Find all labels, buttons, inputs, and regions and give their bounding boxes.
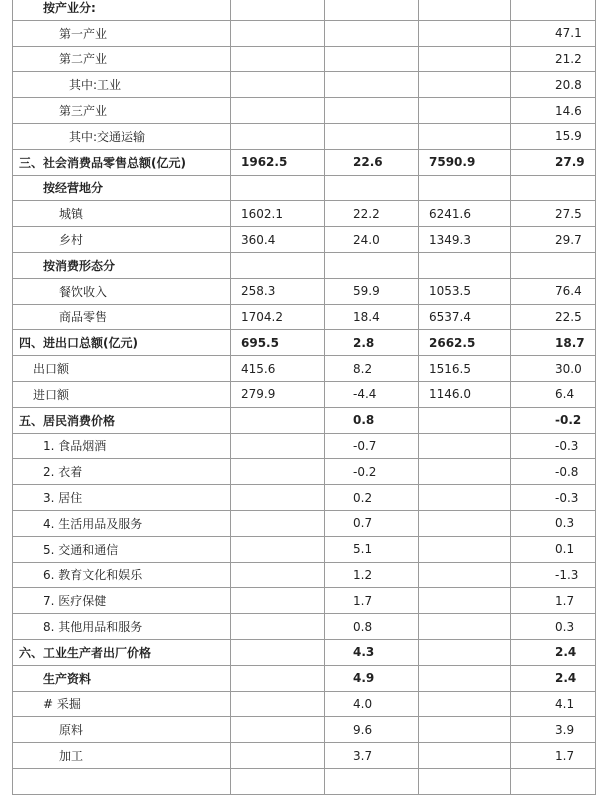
row-label: 按消费形态分 <box>13 252 231 278</box>
cell-month-value: 695.5 <box>231 330 325 356</box>
cell-month-growth: -0.7 <box>325 433 419 459</box>
cell-cumulative-value: 1146.0 <box>419 381 511 407</box>
cell-cumulative-value <box>419 614 511 640</box>
cell-cumulative-value: 2662.5 <box>419 330 511 356</box>
row-label: 进口额 <box>13 381 231 407</box>
table-row <box>13 20 596 46</box>
table-row <box>13 459 596 485</box>
cell-cumulative-value <box>419 536 511 562</box>
cell-month-growth: 4.0 <box>325 691 419 717</box>
table-row <box>13 330 596 356</box>
table-row <box>13 201 596 227</box>
table-row <box>13 252 596 278</box>
cell-cumulative-value: 1349.3 <box>419 227 511 253</box>
row-label: 3. 居住 <box>13 485 231 511</box>
cell-cumulative-growth: 6.4 <box>511 381 596 407</box>
cell-month-value <box>231 536 325 562</box>
cell-cumulative-value <box>419 717 511 743</box>
cell-cumulative-growth: 22.5 <box>511 304 596 330</box>
table-row <box>13 485 596 511</box>
cell-cumulative-growth: -1.3 <box>511 562 596 588</box>
cell-cumulative-value <box>419 485 511 511</box>
table-row <box>13 717 596 743</box>
cell-cumulative-value <box>419 252 511 278</box>
row-label: 出口额 <box>13 356 231 382</box>
cell-month-value <box>231 433 325 459</box>
table-row <box>13 0 596 20</box>
row-label: 第三产业 <box>13 98 231 124</box>
cell-cumulative-value <box>419 639 511 665</box>
cell-month-value <box>231 72 325 98</box>
cell-cumulative-growth: 20.8 <box>511 72 596 98</box>
cell-month-value <box>231 717 325 743</box>
cell-month-value <box>231 588 325 614</box>
table-row <box>13 175 596 201</box>
cell-cumulative-growth: 27.5 <box>511 201 596 227</box>
cell-month-value <box>231 614 325 640</box>
cell-cumulative-value: 1516.5 <box>419 356 511 382</box>
row-label: # 采掘 <box>13 691 231 717</box>
cell-month-value <box>231 510 325 536</box>
cell-cumulative-growth: 2.4 <box>511 665 596 691</box>
cell-month-value <box>231 743 325 769</box>
table-row <box>13 743 596 769</box>
cell-month-growth: 4.9 <box>325 665 419 691</box>
cell-month-growth: 0.8 <box>325 407 419 433</box>
cell-cumulative-value: 6241.6 <box>419 201 511 227</box>
table-row <box>13 510 596 536</box>
cell-cumulative-value <box>419 510 511 536</box>
row-label: 餐饮收入 <box>13 278 231 304</box>
statistics-table <box>12 0 596 795</box>
table-row <box>13 407 596 433</box>
cell-month-growth: -0.2 <box>325 459 419 485</box>
cell-cumulative-growth <box>511 0 596 20</box>
cell-month-growth: 0.2 <box>325 485 419 511</box>
row-label: 其中:交通运输 <box>13 123 231 149</box>
row-label: 6. 教育文化和娱乐 <box>13 562 231 588</box>
cell-month-value <box>231 665 325 691</box>
cell-cumulative-value: 7590.9 <box>419 149 511 175</box>
cell-cumulative-value: 6537.4 <box>419 304 511 330</box>
row-label: 第二产业 <box>13 46 231 72</box>
table-row <box>13 588 596 614</box>
cell-month-growth: 22.2 <box>325 201 419 227</box>
table-row <box>13 72 596 98</box>
cell-cumulative-growth: 0.1 <box>511 536 596 562</box>
cell-cumulative-growth: -0.8 <box>511 459 596 485</box>
cell-month-value <box>231 0 325 20</box>
cell-cumulative-value <box>419 123 511 149</box>
cell-month-growth <box>325 20 419 46</box>
cell-cumulative-growth: 14.6 <box>511 98 596 124</box>
cell-month-growth: 8.2 <box>325 356 419 382</box>
row-label: 三、社会消费品零售总额(亿元) <box>13 149 231 175</box>
cell-cumulative-growth: 15.9 <box>511 123 596 149</box>
cell-month-value: 279.9 <box>231 381 325 407</box>
cell-cumulative-growth <box>511 768 596 794</box>
cell-month-value <box>231 562 325 588</box>
cell-cumulative-growth: 2.4 <box>511 639 596 665</box>
table-row <box>13 433 596 459</box>
row-label: 四、进出口总额(亿元) <box>13 330 231 356</box>
row-label: 乡村 <box>13 227 231 253</box>
cell-cumulative-value <box>419 588 511 614</box>
cell-month-value <box>231 123 325 149</box>
cell-cumulative-value <box>419 98 511 124</box>
cell-cumulative-growth: 0.3 <box>511 614 596 640</box>
table-row <box>13 381 596 407</box>
cell-month-value: 415.6 <box>231 356 325 382</box>
cell-month-growth: 1.7 <box>325 588 419 614</box>
cell-month-growth: 0.7 <box>325 510 419 536</box>
table-row <box>13 227 596 253</box>
cell-cumulative-value <box>419 0 511 20</box>
table-row <box>13 98 596 124</box>
row-label: 城镇 <box>13 201 231 227</box>
table-row <box>13 536 596 562</box>
cell-cumulative-growth: 1.7 <box>511 588 596 614</box>
cell-month-value <box>231 691 325 717</box>
cell-month-growth <box>325 252 419 278</box>
cell-cumulative-growth: 1.7 <box>511 743 596 769</box>
cell-month-value <box>231 768 325 794</box>
cell-month-value <box>231 407 325 433</box>
cell-cumulative-growth: 18.7 <box>511 330 596 356</box>
cell-cumulative-growth: 21.2 <box>511 46 596 72</box>
cell-cumulative-growth: 47.1 <box>511 20 596 46</box>
cell-cumulative-value <box>419 459 511 485</box>
cell-cumulative-value: 1053.5 <box>419 278 511 304</box>
cell-month-growth: 1.2 <box>325 562 419 588</box>
cell-cumulative-value <box>419 743 511 769</box>
table-row <box>13 304 596 330</box>
cell-cumulative-value <box>419 562 511 588</box>
cell-month-growth <box>325 98 419 124</box>
row-label: 8. 其他用品和服务 <box>13 614 231 640</box>
cell-month-value: 360.4 <box>231 227 325 253</box>
cell-cumulative-growth: 4.1 <box>511 691 596 717</box>
cell-cumulative-growth: 27.9 <box>511 149 596 175</box>
cell-cumulative-value <box>419 665 511 691</box>
row-label: 六、工业生产者出厂价格 <box>13 639 231 665</box>
row-label: 5. 交通和通信 <box>13 536 231 562</box>
cell-cumulative-growth <box>511 175 596 201</box>
cell-cumulative-value <box>419 20 511 46</box>
table-row <box>13 691 596 717</box>
cell-month-growth: 18.4 <box>325 304 419 330</box>
cell-month-value: 1704.2 <box>231 304 325 330</box>
row-label: 原料 <box>13 717 231 743</box>
cell-month-value <box>231 459 325 485</box>
cell-month-growth: 22.6 <box>325 149 419 175</box>
cell-month-value: 1602.1 <box>231 201 325 227</box>
cell-month-value <box>231 485 325 511</box>
cell-month-growth <box>325 72 419 98</box>
cell-month-value <box>231 46 325 72</box>
cell-month-growth: 4.3 <box>325 639 419 665</box>
row-label <box>13 768 231 794</box>
cell-cumulative-growth: -0.3 <box>511 433 596 459</box>
table-row <box>13 149 596 175</box>
cell-month-growth: 59.9 <box>325 278 419 304</box>
cell-month-growth: 0.8 <box>325 614 419 640</box>
row-label: 生产资料 <box>13 665 231 691</box>
cell-month-value: 1962.5 <box>231 149 325 175</box>
row-label: 第一产业 <box>13 20 231 46</box>
cell-month-growth: 3.7 <box>325 743 419 769</box>
cell-month-growth <box>325 0 419 20</box>
table-row <box>13 278 596 304</box>
row-label: 其中:工业 <box>13 72 231 98</box>
table-row <box>13 123 596 149</box>
cell-month-growth <box>325 46 419 72</box>
table-body <box>13 0 596 794</box>
cell-cumulative-growth: 29.7 <box>511 227 596 253</box>
cell-month-value: 258.3 <box>231 278 325 304</box>
row-label: 4. 生活用品及服务 <box>13 510 231 536</box>
cell-cumulative-value <box>419 768 511 794</box>
table-row <box>13 639 596 665</box>
cell-cumulative-growth: 0.3 <box>511 510 596 536</box>
table-row <box>13 356 596 382</box>
table-row <box>13 768 596 794</box>
cell-month-growth <box>325 768 419 794</box>
cell-cumulative-value <box>419 175 511 201</box>
cell-month-value <box>231 98 325 124</box>
cell-cumulative-growth <box>511 252 596 278</box>
cell-month-growth <box>325 123 419 149</box>
row-label: 7. 医疗保健 <box>13 588 231 614</box>
cell-month-growth: 2.8 <box>325 330 419 356</box>
table-row <box>13 562 596 588</box>
row-label: 加工 <box>13 743 231 769</box>
cell-cumulative-growth: 3.9 <box>511 717 596 743</box>
cell-month-value <box>231 639 325 665</box>
cell-cumulative-growth: 30.0 <box>511 356 596 382</box>
table-row <box>13 614 596 640</box>
cell-cumulative-value <box>419 46 511 72</box>
table-row <box>13 665 596 691</box>
row-label: 按产业分: <box>13 0 231 20</box>
cell-month-growth: -4.4 <box>325 381 419 407</box>
row-label: 2. 衣着 <box>13 459 231 485</box>
cell-cumulative-value <box>419 407 511 433</box>
cell-month-value <box>231 20 325 46</box>
row-label: 五、居民消费价格 <box>13 407 231 433</box>
cell-cumulative-growth: 76.4 <box>511 278 596 304</box>
row-label: 按经营地分 <box>13 175 231 201</box>
cell-cumulative-growth: -0.3 <box>511 485 596 511</box>
table-row <box>13 46 596 72</box>
cell-month-growth <box>325 175 419 201</box>
cell-cumulative-growth: -0.2 <box>511 407 596 433</box>
cell-cumulative-value <box>419 433 511 459</box>
row-label: 1. 食品烟酒 <box>13 433 231 459</box>
cell-month-growth: 24.0 <box>325 227 419 253</box>
cell-month-growth: 9.6 <box>325 717 419 743</box>
cell-cumulative-value <box>419 72 511 98</box>
cell-month-value <box>231 175 325 201</box>
row-label: 商品零售 <box>13 304 231 330</box>
cell-cumulative-value <box>419 691 511 717</box>
cell-month-value <box>231 252 325 278</box>
cell-month-growth: 5.1 <box>325 536 419 562</box>
